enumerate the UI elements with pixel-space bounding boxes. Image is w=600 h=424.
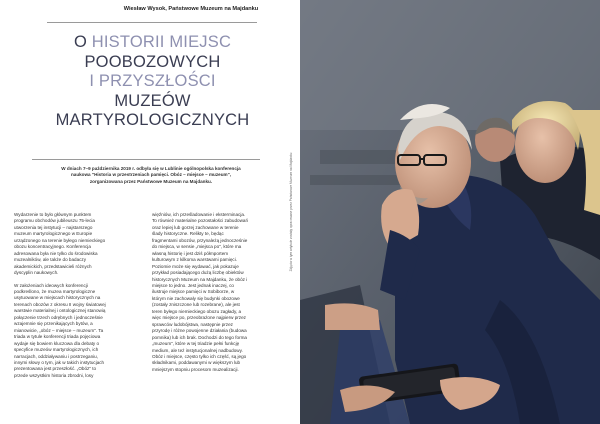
body-column-left: [14, 212, 149, 379]
body-line: połączenie trzech odrębnych i jednocześnie: [14, 314, 103, 320]
body-line: którym nie zachowały się budynki obozowe: [152, 295, 240, 301]
body-line: (zostały zniszczone lub rozebrane), ale jest: [152, 302, 240, 308]
body-line: programu obchodów jubileuszu 75-lecia: [14, 218, 95, 224]
top-rule: [47, 22, 257, 23]
headline-line: [40, 72, 265, 92]
body-line: więc miejsce po, przeobrażone najpierw przez: [152, 315, 246, 321]
body-line: wzajemnie się przenikających bytów, a: [14, 321, 93, 327]
body-line: pomnika) lub ich brak. Dochodzi do tego forma: [152, 334, 247, 340]
body-line: historycznych Muzeum na Majdanku, że obóz i: [152, 276, 248, 282]
body-line: muzealników, ale także do badaczy: [14, 257, 87, 263]
divider-rule: [32, 159, 260, 160]
body-line: fragmentami obozów, przynależą jednocześnie: [152, 237, 248, 243]
body-line: To również materialne pozostałości zabudowań: [152, 218, 249, 224]
body-line: muzeum martyrologicznego w Europie: [14, 231, 93, 237]
lead-line: naukowa "Historia w przestrzeniach pamięci. Obóz – miejsce – muzeum",: [70, 172, 232, 178]
headline-line: [40, 92, 265, 112]
body-line: akademickich, przedstawicieli różnych: [14, 263, 92, 269]
body-line: więźniów, ich prześladowanie i eksterminacja.: [152, 212, 246, 217]
headline-line: [40, 53, 265, 73]
author-line: Wiesław Wysok, Państwowe Muzeum na Majdanku: [123, 6, 259, 12]
body-line: przyrodę i różne powojenne działania (budowa: [152, 328, 247, 334]
body-line: sprawców ludobójstwa, następnie przez: [152, 321, 233, 327]
photo-caption-text: Zdjęcia w tym artykule zostały opracowane przez Państwowe Muzeum na Majdanku: [289, 152, 293, 272]
article-headline: [40, 33, 265, 131]
body-line: Wydarzenie to było głównym punktem: [14, 212, 92, 217]
body-line: W założeniach ideowych konferencji: [14, 282, 88, 288]
body-line: Poziomie może się wydawać, jak pokazuje: [152, 263, 239, 269]
headline-word: I PRZYSZŁOŚCI: [89, 72, 216, 90]
body-line: prezentowana jest przeszłość. „Obóz" to: [14, 366, 97, 372]
lead-paragraph: [26, 166, 276, 185]
body-line: teren byłego niemieckiego obozu zagłady, a: [152, 308, 242, 314]
headline-line: [40, 33, 265, 53]
headline-word: POOBOZOWYCH: [84, 52, 221, 71]
body-line: ślady historyczne. Relikty te, będąc: [152, 231, 224, 237]
body-line: obozu koncentracyjnego. Konferencja: [14, 244, 91, 250]
body-line: dyscyplin naukowych.: [14, 270, 59, 276]
headline-word: MARTYROLOGICZNYCH: [55, 111, 250, 129]
body-line: własną historię i jest dziś półmportem: [152, 250, 229, 256]
body-line: „muzeum", które w tej triadzie pełni funkcję: [152, 341, 240, 347]
body-line: warstwie materialnej i ontologicznej stanowią: [14, 308, 106, 314]
body-line: miejsce to jedno. Jest jednak inaczej, co: [152, 282, 234, 288]
body-line: terenach obozów z okresu II wojny światowej: [14, 301, 106, 307]
body-line: mniejszym stopniu procesom muzealizacji.: [152, 366, 239, 372]
body-line: urządzonego na terenie byłego niemieckiego: [14, 237, 106, 243]
body-line: wydaje się bowiem kluczowa dla debaty o: [14, 340, 100, 346]
body-line: oraz lepiej lub gorzej zachowane w terenie: [152, 224, 239, 230]
body-line: innymi słowy o tym, jak w takich instytucjach: [14, 359, 105, 365]
body-line: przede wszystkim historia zbrodni, losy: [14, 372, 94, 378]
body-line: utworzenia tej instytucji – najstarszego: [14, 224, 93, 230]
headline-word: MUZEÓW: [114, 91, 191, 110]
conference-photo-image: [300, 0, 600, 424]
body-line: do miejsca, w sensie „miejsca po", które ma: [152, 244, 242, 250]
body-line: kulturowym z kilkoma warstwami pamięci.: [152, 257, 238, 263]
lead-line: W dniach 7–9 października 2019 r. odbyła się w Lublinie ogólnopolska konferencja: [61, 166, 241, 171]
body-line: mianowicie, „obóz – miejsce – muzeum". Ta: [14, 327, 104, 333]
lead-line: zorganizowana przez Państwowe Muzeum na Majdanku.: [89, 178, 213, 184]
body-line: Obóz i miejsce, często tylko ich część, są jego: [152, 353, 247, 359]
body-line: usytuowane w miejscach historycznych na: [14, 295, 101, 301]
body-column-right: [152, 212, 287, 373]
body-line: medium, ale też instytucjonalnej nadbudowy.: [152, 347, 243, 353]
body-line: triada w tytule konferencji triada pojęciowa: [14, 334, 101, 340]
body-line: specyfice muzeów martyrologicznych, ich: [14, 347, 99, 353]
body-line: adresowana była nie tylko do środowiska: [14, 250, 98, 256]
body-line: ilustruje miejsce pamięci w Sobiborze, w: [152, 289, 235, 295]
headline-word: O: [73, 33, 92, 51]
headline-line: [40, 111, 265, 131]
conference-photo: [300, 0, 600, 424]
body-line: przykład posiadającego dużą liczbę obiektów: [152, 270, 244, 276]
body-line: składnikami, poddawanymi w większym lub: [152, 360, 241, 366]
body-line: podkreślono, że muzea martyrologiczne: [14, 288, 96, 294]
headline-word: HISTORII MIEJSC: [91, 33, 232, 51]
body-line: narracjach, oddziaływaniu i postrzeganiu,: [14, 353, 99, 359]
